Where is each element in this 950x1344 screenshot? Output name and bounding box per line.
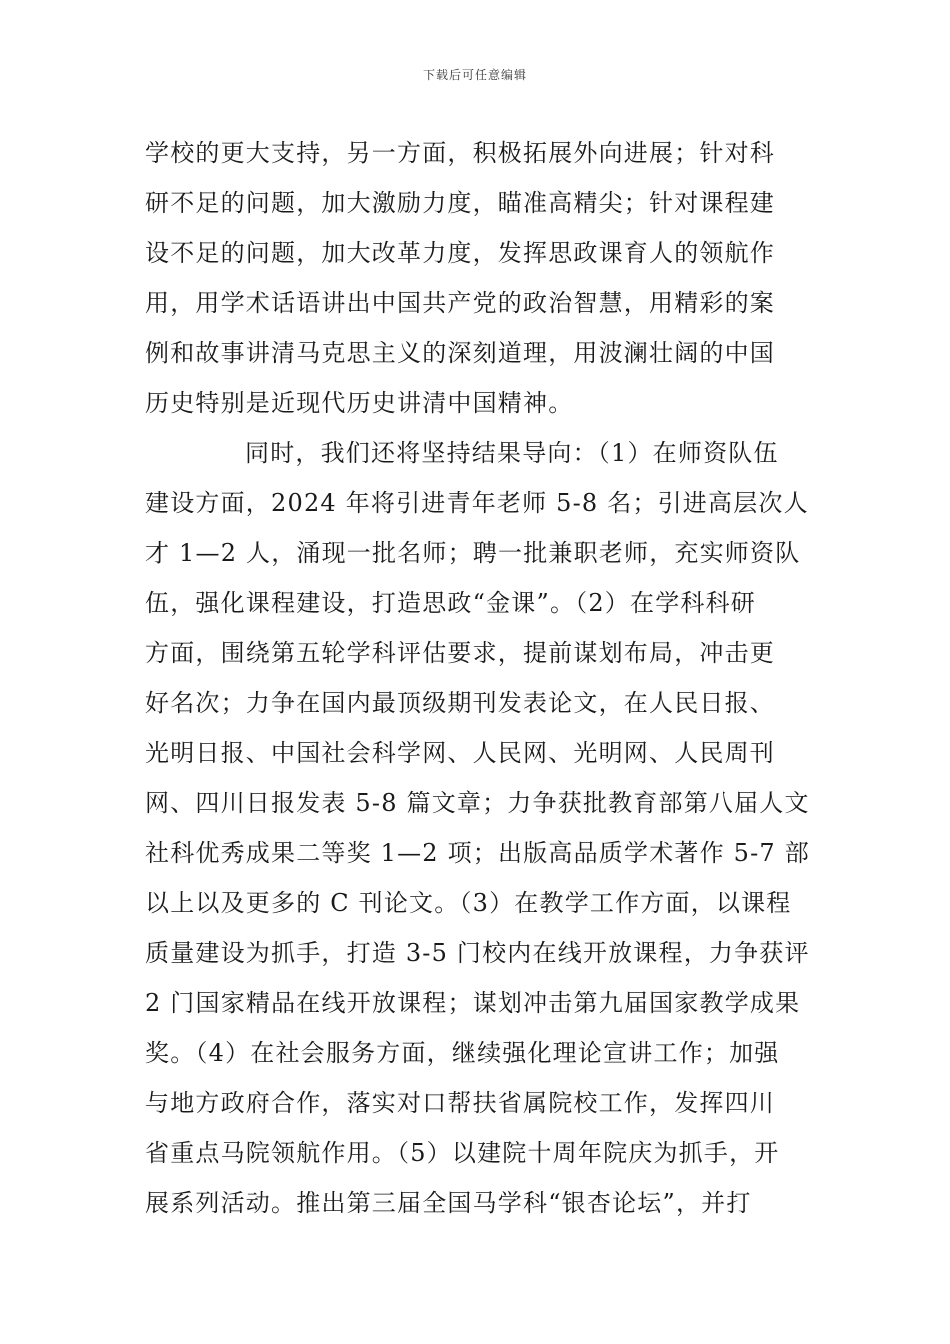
text-line: 光明日报、中国社会科学网、人民网、光明网、人民周刊	[145, 739, 775, 767]
text-line: 2 门国家精品在线开放课程；谋划冲击第九届国家教学成果	[145, 989, 801, 1017]
page-header: 下载后可任意编辑	[422, 68, 527, 82]
text-line: 社科优秀成果二等奖 1—2 项；出版高品质学术著作 5-7 部	[145, 839, 810, 867]
text-line: 才 1—2 人，涌现一批名师；聘一批兼职老师，充实师资队	[145, 539, 801, 567]
text-line: 与地方政府合作，落实对口帮扶省属院校工作，发挥四川	[145, 1089, 775, 1117]
text-line: 学校的更大支持，另一方面，积极拓展外向进展；针对科	[145, 139, 775, 167]
text-line: 以上以及更多的 C 刊论文。（3）在教学工作方面，以课程	[145, 889, 792, 917]
paragraph-first-line: 同时，我们还将坚持结果导向：（1）在师资队伍	[245, 439, 779, 467]
text-line: 方面，围绕第五轮学科评估要求，提前谋划布局，冲击更	[145, 639, 775, 667]
text-line: 例和故事讲清马克思主义的深刻道理，用波澜壮阔的中国	[145, 339, 775, 367]
text-line: 建设方面，2024 年将引进青年老师 5-8 名；引进高层次人	[145, 489, 809, 517]
text-line: 历史特别是近现代历史讲清中国精神。	[145, 389, 574, 417]
text-line: 设不足的问题，加大改革力度，发挥思政课育人的领航作	[145, 239, 775, 267]
text-line: 好名次；力争在国内最顶级期刊发表论文，在人民日报、	[145, 689, 775, 717]
text-line: 研不足的问题，加大激励力度，瞄准高精尖；针对课程建	[145, 189, 775, 217]
text-line: 网、四川日报发表 5-8 篇文章；力争获批教育部第八届人文	[145, 789, 810, 817]
text-line: 奖。（4）在社会服务方面，继续强化理论宣讲工作；加强	[145, 1039, 780, 1067]
document-body	[145, 128, 815, 1228]
text-line: 伍，强化课程建设，打造思政“金课”。（2）在学科科研	[145, 589, 757, 617]
text-line: 用，用学术话语讲出中国共产党的政治智慧，用精彩的案	[145, 289, 775, 317]
text-line: 省重点马院领航作用。（5）以建院十周年院庆为抓手，开	[145, 1139, 780, 1167]
text-line: 质量建设为抓手，打造 3-5 门校内在线开放课程，力争获评	[145, 939, 810, 967]
text-line: 展系列活动。推出第三届全国马学科“银杏论坛”，并打	[145, 1189, 752, 1217]
